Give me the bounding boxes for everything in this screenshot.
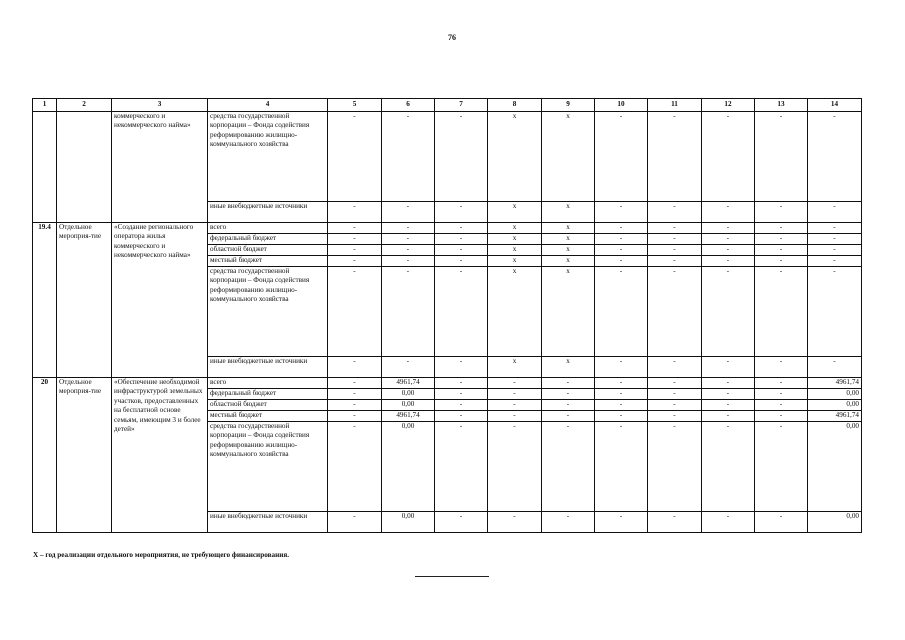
value-cell: 4961,74 bbox=[808, 411, 862, 422]
value-cell: - bbox=[595, 357, 648, 378]
value-cell: - bbox=[328, 223, 382, 234]
value-cell: - bbox=[595, 389, 648, 400]
value-cell: 0,00 bbox=[808, 400, 862, 411]
value-cell: - bbox=[755, 422, 808, 512]
value-cell: x bbox=[488, 245, 542, 256]
column-header: 11 bbox=[648, 99, 702, 112]
value-cell: - bbox=[328, 389, 382, 400]
table-row bbox=[33, 112, 862, 202]
value-cell: - bbox=[435, 112, 488, 202]
value-cell: - bbox=[595, 202, 648, 223]
value-cell: - bbox=[328, 234, 382, 245]
page-number: 76 bbox=[448, 33, 456, 42]
value-cell: - bbox=[808, 112, 862, 202]
value-cell: - bbox=[488, 411, 542, 422]
value-cell: - bbox=[702, 234, 755, 245]
value-cell: - bbox=[648, 422, 702, 512]
column-header: 13 bbox=[755, 99, 808, 112]
value-cell: x bbox=[488, 202, 542, 223]
value-cell: - bbox=[595, 234, 648, 245]
value-cell: - bbox=[702, 422, 755, 512]
value-cell: - bbox=[755, 234, 808, 245]
value-cell: - bbox=[755, 245, 808, 256]
value-cell: - bbox=[435, 357, 488, 378]
value-cell: - bbox=[435, 422, 488, 512]
value-cell: - bbox=[488, 389, 542, 400]
value-cell: 0,00 bbox=[382, 512, 435, 533]
value-cell: x bbox=[542, 202, 595, 223]
value-cell: - bbox=[648, 223, 702, 234]
funding-source-cell: всего bbox=[208, 223, 328, 234]
value-cell: - bbox=[648, 202, 702, 223]
value-cell: - bbox=[328, 256, 382, 267]
column-header: 5 bbox=[328, 99, 382, 112]
value-cell: - bbox=[702, 256, 755, 267]
value-cell: - bbox=[702, 389, 755, 400]
value-cell: - bbox=[808, 267, 862, 357]
value-cell: - bbox=[542, 389, 595, 400]
value-cell: - bbox=[595, 512, 648, 533]
value-cell: x bbox=[542, 256, 595, 267]
table-row bbox=[33, 223, 862, 234]
value-cell: x bbox=[542, 357, 595, 378]
value-cell: - bbox=[382, 234, 435, 245]
column-header: 8 bbox=[488, 99, 542, 112]
value-cell: 0,00 bbox=[382, 389, 435, 400]
value-cell: - bbox=[755, 400, 808, 411]
value-cell: - bbox=[328, 422, 382, 512]
funding-source-cell: средства государственной корпорации – Фонда содействия реформированию жилищно-коммунального хозяйства bbox=[208, 422, 328, 512]
value-cell: 0,00 bbox=[382, 400, 435, 411]
value-cell: x bbox=[542, 223, 595, 234]
value-cell: - bbox=[702, 411, 755, 422]
value-cell: - bbox=[382, 112, 435, 202]
value-cell: - bbox=[382, 245, 435, 256]
value-cell: 0,00 bbox=[808, 422, 862, 512]
value-cell: - bbox=[595, 411, 648, 422]
value-cell: - bbox=[595, 112, 648, 202]
value-cell: - bbox=[648, 267, 702, 357]
value-cell: x bbox=[488, 267, 542, 357]
funding-source-cell: иные внебюджетные источники bbox=[208, 357, 328, 378]
value-cell: - bbox=[542, 378, 595, 389]
column-header: 3 bbox=[112, 99, 208, 112]
funding-source-cell: федеральный бюджет bbox=[208, 389, 328, 400]
measure-number-cell: 19.4 bbox=[33, 223, 57, 378]
value-cell: - bbox=[648, 400, 702, 411]
value-cell: - bbox=[648, 256, 702, 267]
value-cell: - bbox=[755, 378, 808, 389]
end-rule-divider bbox=[415, 576, 489, 577]
value-cell: - bbox=[542, 400, 595, 411]
value-cell: - bbox=[808, 223, 862, 234]
funding-source-cell: средства государственной корпорации – Фонда содействия реформированию жилищно-коммунального хозяйства bbox=[208, 112, 328, 202]
value-cell: x bbox=[488, 256, 542, 267]
value-cell: x bbox=[542, 245, 595, 256]
column-header: 1 bbox=[33, 99, 57, 112]
measure-type-cell bbox=[57, 112, 112, 223]
measure-type-cell: Отдельное мероприя-тие bbox=[57, 223, 112, 378]
value-cell: - bbox=[328, 512, 382, 533]
measure-name-cell: «Создание регионального оператора жилья коммерческого и некоммерческого найма» bbox=[112, 223, 208, 378]
value-cell: - bbox=[328, 400, 382, 411]
funding-source-cell: иные внебюджетные источники bbox=[208, 512, 328, 533]
value-cell: - bbox=[382, 202, 435, 223]
value-cell: - bbox=[702, 223, 755, 234]
value-cell: - bbox=[702, 112, 755, 202]
value-cell: - bbox=[595, 400, 648, 411]
value-cell: - bbox=[595, 422, 648, 512]
value-cell: - bbox=[328, 378, 382, 389]
value-cell: - bbox=[808, 245, 862, 256]
value-cell: - bbox=[648, 512, 702, 533]
value-cell: 4961,74 bbox=[808, 378, 862, 389]
value-cell: x bbox=[542, 112, 595, 202]
funding-source-cell: местный бюджет bbox=[208, 256, 328, 267]
value-cell: - bbox=[435, 267, 488, 357]
value-cell: - bbox=[755, 256, 808, 267]
value-cell: - bbox=[435, 378, 488, 389]
value-cell: x bbox=[488, 112, 542, 202]
value-cell: 0,00 bbox=[382, 422, 435, 512]
value-cell: - bbox=[648, 234, 702, 245]
table-row bbox=[33, 378, 862, 389]
footnote: Х – год реализации отдельного мероприятия, не требующего финансирования. bbox=[33, 551, 290, 559]
value-cell: - bbox=[648, 112, 702, 202]
column-header: 7 bbox=[435, 99, 488, 112]
value-cell: - bbox=[595, 256, 648, 267]
value-cell: - bbox=[648, 378, 702, 389]
value-cell: - bbox=[328, 357, 382, 378]
measure-name-cell: «Обеспечение необходимой инфраструктурой земельных участков, предоставленных на бесплатной основе семьям, имеющим 3 и более детей» bbox=[112, 378, 208, 533]
value-cell: - bbox=[702, 378, 755, 389]
value-cell: - bbox=[755, 411, 808, 422]
value-cell: 0,00 bbox=[808, 389, 862, 400]
table-body bbox=[33, 112, 862, 533]
measure-name-cell: коммерческого и некоммерческого найма» bbox=[112, 112, 208, 223]
value-cell: - bbox=[435, 202, 488, 223]
column-header: 9 bbox=[542, 99, 595, 112]
value-cell: - bbox=[755, 512, 808, 533]
value-cell: - bbox=[702, 512, 755, 533]
funding-source-cell: областной бюджет bbox=[208, 400, 328, 411]
value-cell: - bbox=[328, 245, 382, 256]
value-cell: - bbox=[488, 422, 542, 512]
value-cell: - bbox=[595, 267, 648, 357]
value-cell: - bbox=[435, 400, 488, 411]
value-cell: - bbox=[435, 411, 488, 422]
value-cell: - bbox=[382, 357, 435, 378]
funding-source-cell: местный бюджет bbox=[208, 411, 328, 422]
value-cell: 4961,74 bbox=[382, 411, 435, 422]
value-cell: - bbox=[382, 256, 435, 267]
value-cell: - bbox=[648, 411, 702, 422]
column-header: 10 bbox=[595, 99, 648, 112]
value-cell: - bbox=[542, 422, 595, 512]
value-cell: x bbox=[488, 234, 542, 245]
value-cell: - bbox=[488, 378, 542, 389]
funding-source-cell: иные внебюджетные источники bbox=[208, 202, 328, 223]
value-cell: - bbox=[755, 112, 808, 202]
value-cell: - bbox=[435, 245, 488, 256]
column-header: 4 bbox=[208, 99, 328, 112]
value-cell: - bbox=[542, 411, 595, 422]
measure-number-cell: 20 bbox=[33, 378, 57, 533]
funding-source-cell: всего bbox=[208, 378, 328, 389]
funding-table bbox=[32, 98, 862, 533]
value-cell: - bbox=[328, 267, 382, 357]
column-header: 2 bbox=[57, 99, 112, 112]
value-cell: x bbox=[488, 357, 542, 378]
funding-source-cell: областной бюджет bbox=[208, 245, 328, 256]
value-cell: - bbox=[435, 234, 488, 245]
value-cell: - bbox=[328, 411, 382, 422]
value-cell: - bbox=[702, 245, 755, 256]
funding-source-cell: федеральный бюджет bbox=[208, 234, 328, 245]
value-cell: - bbox=[755, 357, 808, 378]
value-cell: - bbox=[755, 267, 808, 357]
value-cell: - bbox=[328, 112, 382, 202]
measure-type-cell: Отдельное мероприя-тие bbox=[57, 378, 112, 533]
column-number-row bbox=[33, 99, 862, 112]
value-cell: - bbox=[808, 357, 862, 378]
value-cell: - bbox=[435, 256, 488, 267]
value-cell: - bbox=[382, 267, 435, 357]
value-cell: - bbox=[488, 512, 542, 533]
value-cell: - bbox=[648, 389, 702, 400]
column-header: 12 bbox=[702, 99, 755, 112]
value-cell: - bbox=[595, 223, 648, 234]
value-cell: - bbox=[435, 512, 488, 533]
value-cell: - bbox=[488, 400, 542, 411]
measure-number-cell bbox=[33, 112, 57, 223]
value-cell: - bbox=[702, 267, 755, 357]
value-cell: - bbox=[595, 378, 648, 389]
value-cell: 0,00 bbox=[808, 512, 862, 533]
value-cell: 4961,74 bbox=[382, 378, 435, 389]
value-cell: - bbox=[808, 202, 862, 223]
value-cell: - bbox=[435, 389, 488, 400]
column-header: 14 bbox=[808, 99, 862, 112]
column-header: 6 bbox=[382, 99, 435, 112]
value-cell: - bbox=[808, 234, 862, 245]
value-cell: - bbox=[702, 202, 755, 223]
value-cell: - bbox=[435, 223, 488, 234]
value-cell: - bbox=[755, 389, 808, 400]
value-cell: - bbox=[328, 202, 382, 223]
value-cell: - bbox=[382, 223, 435, 234]
funding-source-cell: средства государственной корпорации – Фонда содействия реформированию жилищно-коммунального хозяйства bbox=[208, 267, 328, 357]
value-cell: - bbox=[595, 245, 648, 256]
value-cell: - bbox=[808, 256, 862, 267]
value-cell: - bbox=[648, 357, 702, 378]
value-cell: x bbox=[488, 223, 542, 234]
value-cell: - bbox=[702, 357, 755, 378]
value-cell: - bbox=[755, 223, 808, 234]
value-cell: x bbox=[542, 267, 595, 357]
value-cell: - bbox=[648, 245, 702, 256]
value-cell: - bbox=[542, 512, 595, 533]
value-cell: - bbox=[702, 400, 755, 411]
value-cell: - bbox=[755, 202, 808, 223]
value-cell: x bbox=[542, 234, 595, 245]
